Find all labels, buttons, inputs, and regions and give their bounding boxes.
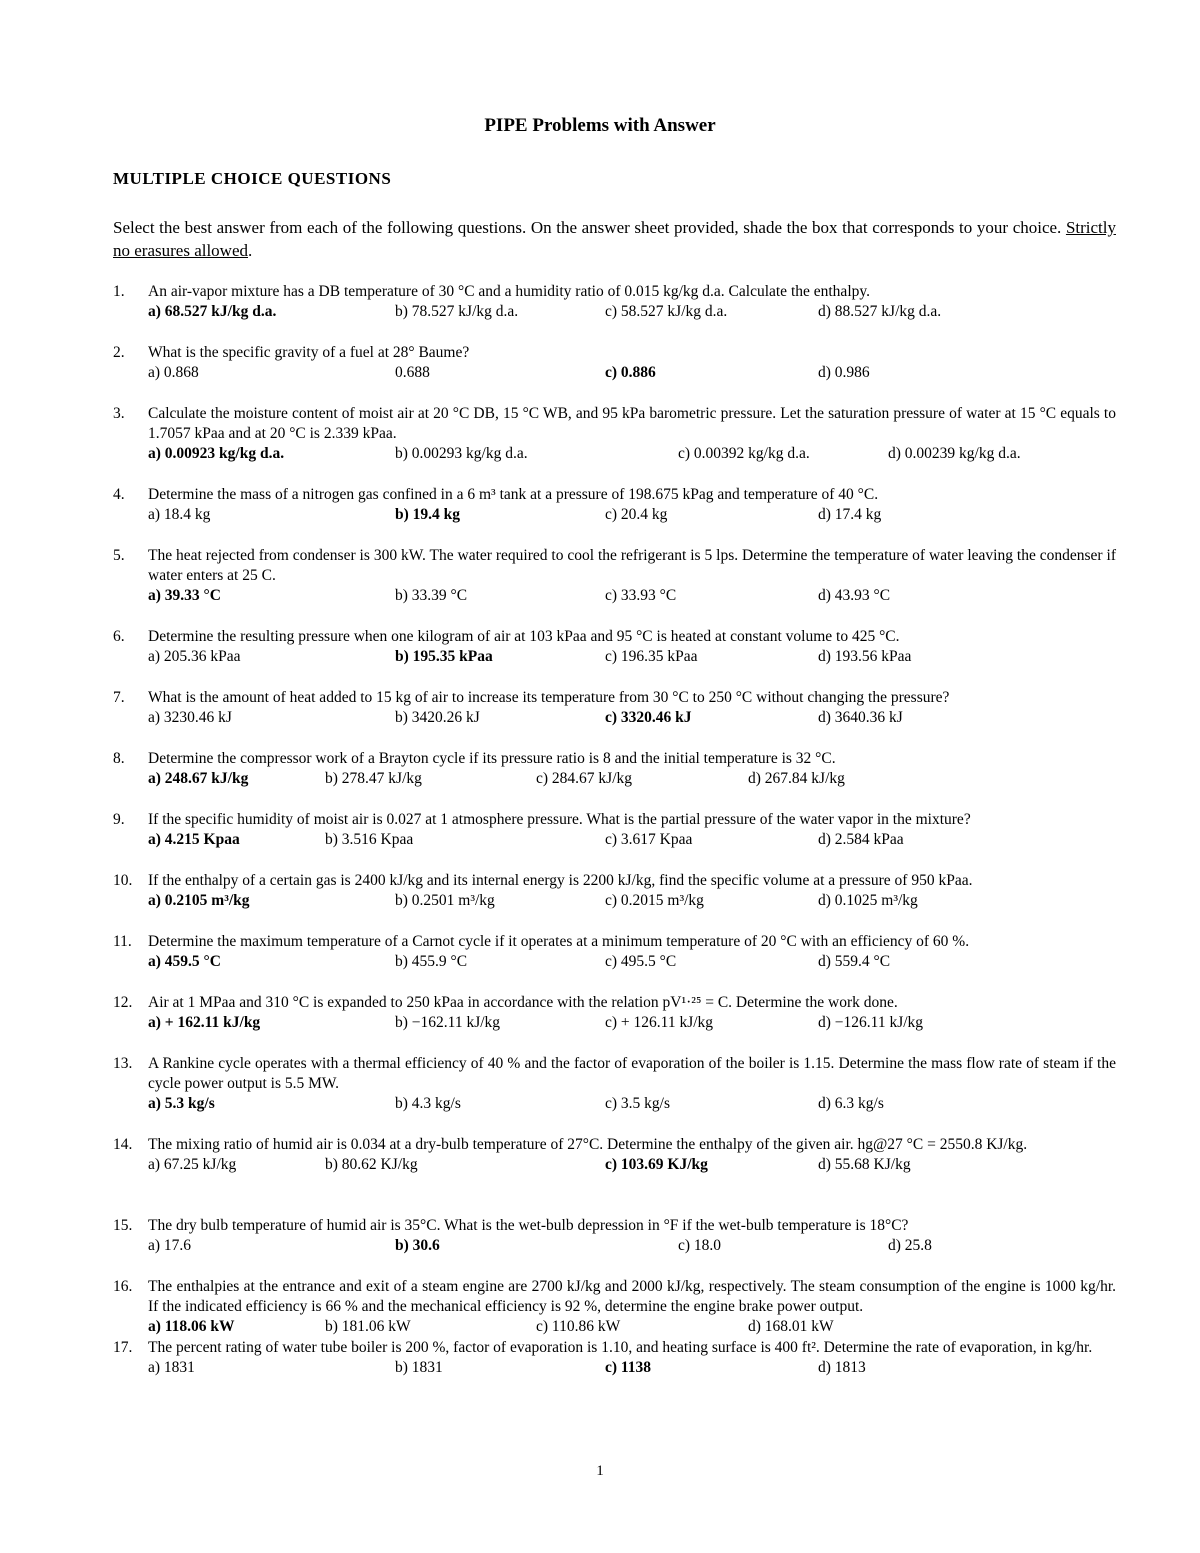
question-number: 8. bbox=[113, 750, 125, 767]
option-a: a) 0.868 bbox=[148, 364, 199, 381]
option-d: d) 6.3 kg/s bbox=[818, 1095, 884, 1112]
option-c: c) 103.69 KJ/kg bbox=[605, 1156, 708, 1173]
option-b: b) 195.35 kPaa bbox=[395, 648, 493, 665]
answer-options bbox=[148, 769, 1116, 789]
question-number: 9. bbox=[113, 811, 125, 828]
option-c: c) 495.5 °C bbox=[605, 953, 677, 970]
answer-options bbox=[148, 1236, 1116, 1256]
option-d: d) 0.986 bbox=[818, 364, 870, 381]
question-text: If the specific humidity of moist air is 0.027 at 1 atmosphere pressure. What is the partial pressure of the water vapor in the mixture? bbox=[148, 811, 971, 828]
answer-options bbox=[148, 586, 1116, 606]
answer-options bbox=[148, 1358, 1116, 1378]
option-d: d) 168.01 kW bbox=[748, 1318, 834, 1335]
option-d: d) 193.56 kPaa bbox=[818, 648, 912, 665]
option-d: d) 267.84 kJ/kg bbox=[748, 770, 845, 787]
answer-options bbox=[148, 363, 1116, 383]
question-number: 1. bbox=[113, 283, 125, 300]
question-number: 12. bbox=[113, 994, 133, 1011]
question-number: 15. bbox=[113, 1217, 133, 1234]
option-d: d) −126.11 kJ/kg bbox=[818, 1014, 924, 1031]
question-8 bbox=[113, 749, 1116, 789]
option-c: c) 110.86 kW bbox=[536, 1318, 621, 1335]
question-text: Determine the mass of a nitrogen gas confined in a 6 m³ tank at a pressure of 198.675 kPag and temperature of 40 °C. bbox=[148, 486, 879, 503]
question-number: 16. bbox=[113, 1278, 133, 1295]
instructions-underlined: Strictly no erasures allowed bbox=[113, 218, 1116, 260]
answer-options bbox=[148, 830, 1116, 850]
option-d: d) 0.1025 m³/kg bbox=[818, 892, 918, 909]
option-c: c) 3.5 kg/s bbox=[605, 1095, 671, 1112]
option-b: b) 30.6 bbox=[395, 1237, 440, 1254]
option-a: a) 39.33 °C bbox=[148, 587, 221, 604]
question-text: Determine the compressor work of a Brayton cycle if its pressure ratio is 8 and the initial temperature is 32 °C. bbox=[148, 750, 836, 767]
question-number: 17. bbox=[113, 1339, 133, 1356]
instructions-end: . bbox=[248, 241, 253, 260]
option-b: 0.688 bbox=[395, 364, 430, 381]
question-15 bbox=[113, 1216, 1116, 1256]
option-d: d) 25.8 bbox=[888, 1237, 932, 1254]
answer-options bbox=[148, 952, 1116, 972]
option-b: b) 3.516 Kpaa bbox=[325, 831, 414, 848]
option-b: b) −162.11 kJ/kg bbox=[395, 1014, 501, 1031]
option-c: c) 0.886 bbox=[605, 364, 656, 381]
option-a: a) 3230.46 kJ bbox=[148, 709, 232, 726]
option-c: c) 196.35 kPaa bbox=[605, 648, 698, 665]
question-4 bbox=[113, 485, 1116, 525]
option-b: b) 278.47 kJ/kg bbox=[325, 770, 422, 787]
section-heading: MULTIPLE CHOICE QUESTIONS bbox=[113, 169, 392, 188]
answer-options bbox=[148, 1013, 1116, 1033]
question-number: 13. bbox=[113, 1055, 133, 1072]
option-b: b) 181.06 kW bbox=[325, 1318, 411, 1335]
option-d: d) 1813 bbox=[818, 1359, 866, 1376]
option-c: c) + 126.11 kJ/kg bbox=[605, 1014, 714, 1031]
option-a: a) + 162.11 kJ/kg bbox=[148, 1014, 261, 1031]
option-a: a) 17.6 bbox=[148, 1237, 192, 1254]
question-10 bbox=[113, 871, 1116, 911]
question-13 bbox=[113, 1054, 1116, 1114]
option-a: a) 0.00923 kg/kg d.a. bbox=[148, 445, 285, 462]
option-d: d) 3640.36 kJ bbox=[818, 709, 903, 726]
option-a: a) 4.215 Kpaa bbox=[148, 831, 240, 848]
option-b: b) 19.4 kg bbox=[395, 506, 461, 523]
question-number: 2. bbox=[113, 344, 125, 361]
answer-options bbox=[148, 708, 1116, 728]
question-6 bbox=[113, 627, 1116, 667]
question-text: The mixing ratio of humid air is 0.034 at a dry-bulb temperature of 27°C. Determine the enthalpy of the given air. hg@27 °C = 2550.8 KJ/kg. bbox=[148, 1136, 1028, 1153]
question-number: 14. bbox=[113, 1136, 133, 1153]
option-b: b) 3420.26 kJ bbox=[395, 709, 480, 726]
option-b: b) 0.00293 kg/kg d.a. bbox=[395, 445, 528, 462]
page-number: 1 bbox=[596, 1463, 604, 1479]
option-c: c) 0.2015 m³/kg bbox=[605, 892, 704, 909]
option-b: b) 78.527 kJ/kg d.a. bbox=[395, 303, 519, 320]
option-c: c) 284.67 kJ/kg bbox=[536, 770, 633, 787]
question-number: 5. bbox=[113, 547, 125, 564]
page-title: PIPE Problems with Answer bbox=[484, 115, 716, 136]
question-number: 11. bbox=[113, 933, 132, 950]
question-7 bbox=[113, 688, 1116, 728]
question-5 bbox=[113, 546, 1116, 606]
question-text: Determine the maximum temperature of a Carnot cycle if it operates at a minimum temperature of 20 °C with an efficiency of 60 %. bbox=[148, 933, 970, 950]
option-c: c) 33.93 °C bbox=[605, 587, 677, 604]
option-b: b) 80.62 KJ/kg bbox=[325, 1156, 418, 1173]
question-number: 4. bbox=[113, 486, 125, 503]
answer-options bbox=[148, 1317, 1116, 1337]
option-a: a) 68.527 kJ/kg d.a. bbox=[148, 303, 277, 320]
question-text: The enthalpies at the entrance and exit of a steam engine are 2700 kJ/kg and 2000 kJ/kg, respectively. The steam consumption of the engine is 1000 kg/hr. If the indicated efficiency is 66 % and the mechanical efficiency is 92 %, determine the engine brake power output. bbox=[148, 1278, 1116, 1315]
option-c: c) 1138 bbox=[605, 1359, 652, 1376]
option-a: a) 248.67 kJ/kg bbox=[148, 770, 249, 787]
option-b: b) 33.39 °C bbox=[395, 587, 468, 604]
instructions-paragraph bbox=[113, 216, 1116, 262]
question-3 bbox=[113, 404, 1116, 464]
option-a: a) 205.36 kPaa bbox=[148, 648, 241, 665]
option-b: b) 4.3 kg/s bbox=[395, 1095, 461, 1112]
option-a: a) 459.5 °C bbox=[148, 953, 221, 970]
question-12 bbox=[113, 993, 1116, 1033]
question-number: 3. bbox=[113, 405, 125, 422]
question-text: An air-vapor mixture has a DB temperature of 30 °C and a humidity ratio of 0.015 kg/kg d.a. Calculate the enthalpy. bbox=[148, 283, 870, 300]
option-a: a) 18.4 kg bbox=[148, 506, 211, 523]
question-16 bbox=[113, 1277, 1116, 1337]
option-c: c) 0.00392 kg/kg d.a. bbox=[678, 445, 810, 462]
option-c: c) 18.0 bbox=[678, 1237, 722, 1254]
question-2 bbox=[113, 343, 1116, 383]
question-text: What is the specific gravity of a fuel at 28° Baume? bbox=[148, 344, 470, 361]
question-text: The dry bulb temperature of humid air is 35°C. What is the wet-bulb depression in °F if the wet-bulb temperature is 18°C? bbox=[148, 1217, 909, 1234]
answer-options bbox=[148, 1155, 1116, 1175]
question-text: Air at 1 MPaa and 310 °C is expanded to 250 kPaa in accordance with the relation pV¹·²⁵ = C. Determine the work done. bbox=[148, 994, 898, 1011]
option-d: d) 43.93 °C bbox=[818, 587, 891, 604]
question-17 bbox=[113, 1338, 1116, 1378]
answer-options bbox=[148, 505, 1116, 525]
question-text: The heat rejected from condenser is 300 kW. The water required to cool the refrigerant is 5 lps. Determine the temperature of water leaving the condenser if water enters at 25 C. bbox=[148, 547, 1116, 584]
answer-options bbox=[148, 647, 1116, 667]
question-text: If the enthalpy of a certain gas is 2400 kJ/kg and its internal energy is 2200 kJ/kg, find the specific volume at a pressure of 950 kPaa. bbox=[148, 872, 973, 889]
option-c: c) 3.617 Kpaa bbox=[605, 831, 693, 848]
option-b: b) 1831 bbox=[395, 1359, 443, 1376]
option-c: c) 3320.46 kJ bbox=[605, 709, 692, 726]
instructions-text: Select the best answer from each of the following questions. On the answer sheet provided, shade the box that corresponds to your choice. bbox=[113, 218, 1066, 237]
option-b: b) 455.9 °C bbox=[395, 953, 468, 970]
answer-options bbox=[148, 1094, 1116, 1114]
option-a: a) 5.3 kg/s bbox=[148, 1095, 215, 1112]
option-b: b) 0.2501 m³/kg bbox=[395, 892, 495, 909]
option-d: d) 2.584 kPaa bbox=[818, 831, 904, 848]
question-number: 10. bbox=[113, 872, 133, 889]
option-a: a) 0.2105 m³/kg bbox=[148, 892, 250, 909]
question-1 bbox=[113, 282, 1116, 322]
question-9 bbox=[113, 810, 1116, 850]
question-text: The percent rating of water tube boiler is 200 %, factor of evaporation is 1.10, and heating surface is 400 ft². Determine the rate of evaporation, in kg/hr. bbox=[148, 1339, 1093, 1356]
question-text: A Rankine cycle operates with a thermal efficiency of 40 % and the factor of evaporation of the boiler is 1.15. Determine the mass flow rate of steam if the cycle power output is 5.5 MW. bbox=[148, 1055, 1116, 1092]
question-number: 7. bbox=[113, 689, 125, 706]
answer-options bbox=[148, 891, 1116, 911]
option-d: d) 0.00239 kg/kg d.a. bbox=[888, 445, 1021, 462]
answer-options bbox=[148, 444, 1116, 464]
question-text: What is the amount of heat added to 15 kg of air to increase its temperature from 30 °C to 250 °C without changing the pressure? bbox=[148, 689, 950, 706]
question-text: Determine the resulting pressure when one kilogram of air at 103 kPaa and 95 °C is heated at constant volume to 425 °C. bbox=[148, 628, 900, 645]
option-d: d) 88.527 kJ/kg d.a. bbox=[818, 303, 942, 320]
option-d: d) 559.4 °C bbox=[818, 953, 891, 970]
option-a: a) 1831 bbox=[148, 1359, 195, 1376]
question-number: 6. bbox=[113, 628, 125, 645]
question-11 bbox=[113, 932, 1116, 972]
option-a: a) 67.25 kJ/kg bbox=[148, 1156, 237, 1173]
question-text: Calculate the moisture content of moist air at 20 °C DB, 15 °C WB, and 95 kPa barometric pressure. Let the saturation pressure of water at 15 °C equals to 1.7057 kPaa and at 20 °C is 2.339 kPaa. bbox=[148, 405, 1116, 442]
question-14 bbox=[113, 1135, 1116, 1175]
option-c: c) 20.4 kg bbox=[605, 506, 668, 523]
option-d: d) 17.4 kg bbox=[818, 506, 882, 523]
option-a: a) 118.06 kW bbox=[148, 1318, 235, 1335]
option-d: d) 55.68 KJ/kg bbox=[818, 1156, 911, 1173]
option-c: c) 58.527 kJ/kg d.a. bbox=[605, 303, 728, 320]
answer-options bbox=[148, 302, 1116, 322]
